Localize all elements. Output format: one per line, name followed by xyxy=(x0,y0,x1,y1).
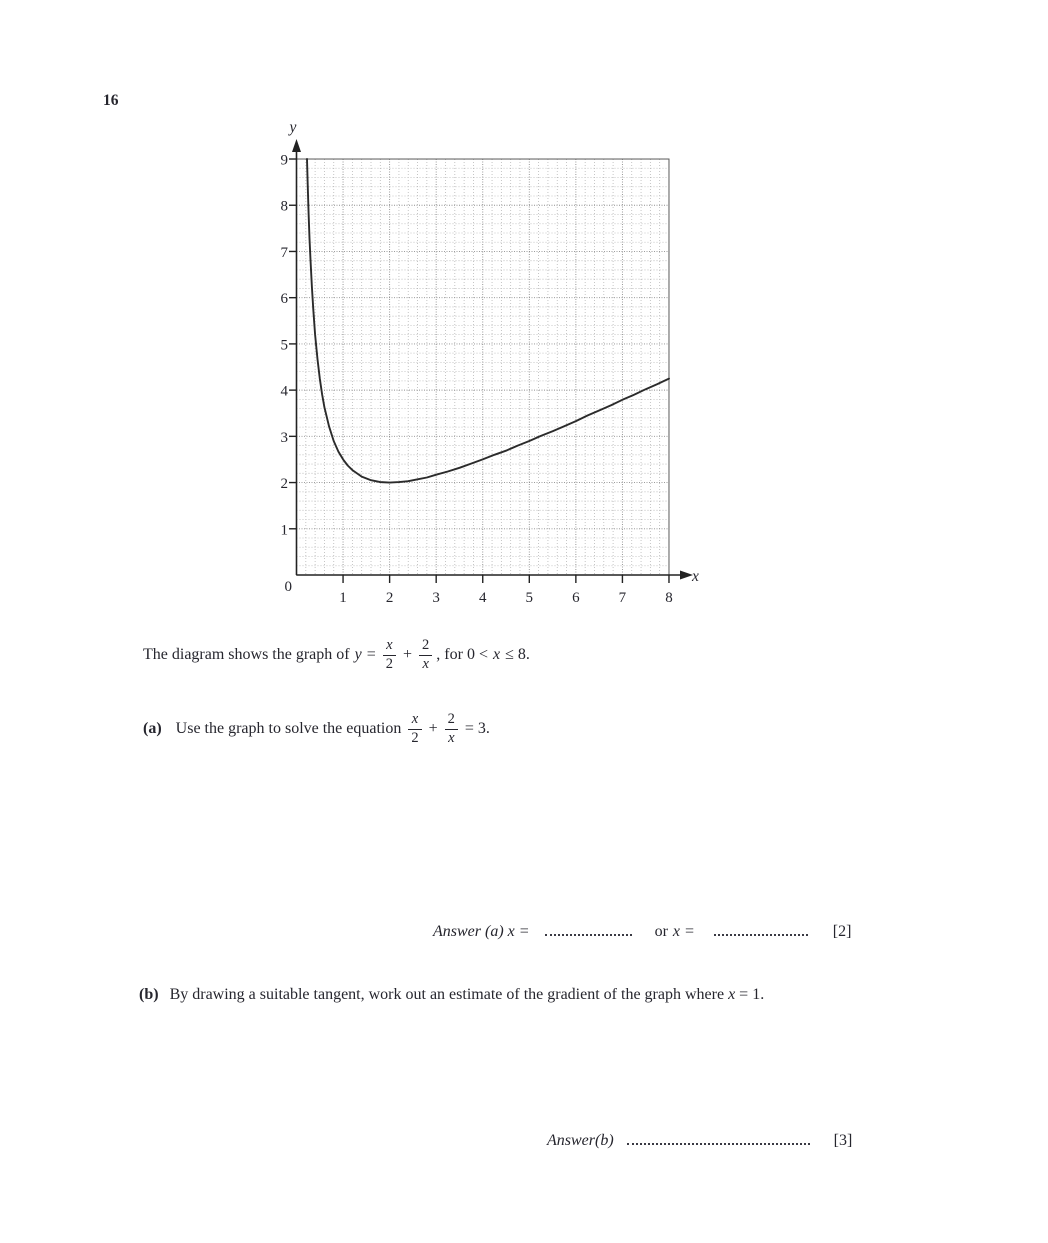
fraction-2-over-x: $\frac{2}{x}$ xyxy=(445,712,458,745)
intro-plus: + xyxy=(403,646,413,663)
page-number: 16 xyxy=(103,92,119,109)
svg-text:7: 7 xyxy=(280,244,288,261)
svg-text:x: x xyxy=(692,568,699,585)
part-a-plus: + xyxy=(428,720,438,737)
svg-text:2: 2 xyxy=(280,476,288,493)
answer-a-marks: [2] xyxy=(832,923,852,940)
svg-text:5: 5 xyxy=(525,590,534,606)
svg-text:0: 0 xyxy=(284,579,292,595)
answer-line-a xyxy=(433,922,851,941)
answer-b-marks: [3] xyxy=(833,1132,853,1149)
svg-text:1: 1 xyxy=(339,590,347,606)
svg-text:2: 2 xyxy=(385,590,394,606)
answer-a-blank-1 xyxy=(545,922,632,936)
svg-text:4: 4 xyxy=(478,590,487,606)
part-a-text: Use the graph to solve the equation xyxy=(175,720,402,737)
svg-text:8: 8 xyxy=(665,590,673,606)
graph-area xyxy=(255,110,715,615)
question-part-a xyxy=(143,706,490,752)
part-a-label: (a) xyxy=(143,720,162,737)
answer-a-blank-2 xyxy=(714,922,808,936)
svg-text:6: 6 xyxy=(280,291,288,308)
answer-line-b xyxy=(547,1131,852,1150)
part-b-label: (b) xyxy=(139,986,159,1003)
intro-domain-post: ≤ 8. xyxy=(505,646,530,663)
answer-a-label: Answer (a) x = xyxy=(433,923,530,940)
svg-text:y: y xyxy=(289,119,297,136)
svg-text:6: 6 xyxy=(572,590,580,606)
intro-equals: = xyxy=(366,646,376,663)
part-a-equals-tail: = 3. xyxy=(464,720,490,737)
answer-b-blank xyxy=(627,1131,810,1145)
answer-b-label: Answer(b) xyxy=(547,1132,614,1149)
question-part-b xyxy=(139,986,764,1004)
answer-a-or-word: or xyxy=(654,923,668,940)
svg-text:3: 3 xyxy=(280,429,288,446)
part-b-tail: = 1. xyxy=(739,986,765,1003)
svg-text:9: 9 xyxy=(280,152,288,169)
svg-text:4: 4 xyxy=(280,383,288,400)
function-graph-svg xyxy=(255,110,715,615)
answer-a-or-var: x = xyxy=(672,923,695,940)
fraction-2-over-x: $\frac{2}{x}$ xyxy=(419,638,432,671)
intro-text: The diagram shows the graph of xyxy=(143,646,350,663)
fraction-x-over-2: $\frac{x}{2}$ xyxy=(383,638,396,671)
svg-text:5: 5 xyxy=(280,337,288,354)
svg-text:3: 3 xyxy=(432,590,440,606)
svg-text:7: 7 xyxy=(618,590,627,606)
fraction-x-over-2: $\frac{x}{2}$ xyxy=(408,712,421,745)
part-b-var: x xyxy=(728,986,736,1003)
intro-domain-var: x xyxy=(492,646,501,663)
intro-domain-pre: , for 0 < xyxy=(436,646,488,663)
svg-text:8: 8 xyxy=(280,198,288,215)
intro-y-var: y xyxy=(354,646,362,663)
svg-text:1: 1 xyxy=(280,522,288,539)
part-b-text: By drawing a suitable tangent, work out an estimate of the gradient of the graph where xyxy=(169,986,725,1003)
graph-description-line xyxy=(143,633,530,677)
